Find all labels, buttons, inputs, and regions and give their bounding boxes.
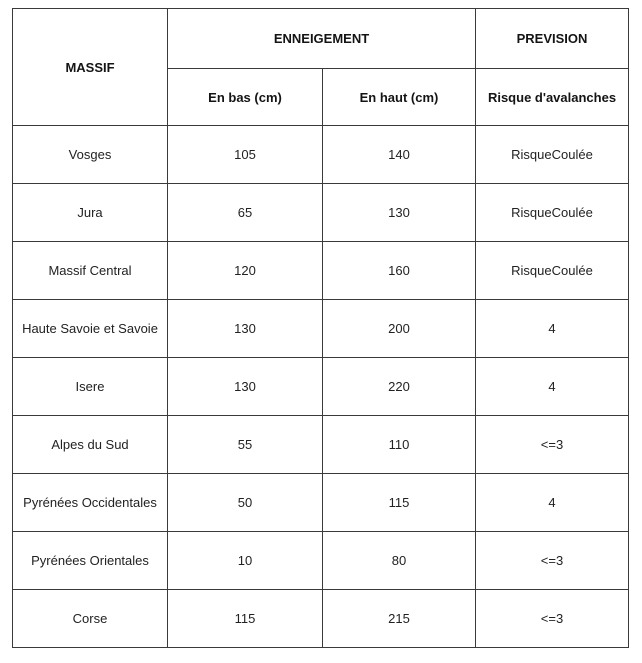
en-haut-cell: 215 (323, 590, 476, 648)
en-haut-cell: 130 (323, 184, 476, 242)
risque-cell: 4 (476, 358, 629, 416)
en-haut-cell: 140 (323, 126, 476, 184)
header-prevision-group: PREVISION (476, 9, 629, 69)
en-haut-cell: 80 (323, 532, 476, 590)
risque-cell: 4 (476, 474, 629, 532)
en-haut-cell: 220 (323, 358, 476, 416)
en-haut-cell: 200 (323, 300, 476, 358)
en-bas-cell: 105 (168, 126, 323, 184)
header-massif: MASSIF (13, 9, 168, 126)
massif-cell: Isere (13, 358, 168, 416)
avalanche-snow-table (12, 8, 629, 648)
en-haut-cell: 115 (323, 474, 476, 532)
table-row (13, 532, 629, 590)
risque-cell: RisqueCoulée (476, 126, 629, 184)
header-en-bas: En bas (cm) (168, 69, 323, 126)
massif-cell: Alpes du Sud (13, 416, 168, 474)
massif-cell: Vosges (13, 126, 168, 184)
table-body (13, 126, 629, 648)
risque-cell: <=3 (476, 416, 629, 474)
en-bas-cell: 115 (168, 590, 323, 648)
en-bas-cell: 130 (168, 300, 323, 358)
risque-cell: <=3 (476, 590, 629, 648)
header-en-haut: En haut (cm) (323, 69, 476, 126)
risque-cell: RisqueCoulée (476, 184, 629, 242)
header-enneigement-group: ENNEIGEMENT (168, 9, 476, 69)
en-bas-cell: 50 (168, 474, 323, 532)
en-bas-cell: 55 (168, 416, 323, 474)
risque-cell: 4 (476, 300, 629, 358)
en-bas-cell: 120 (168, 242, 323, 300)
table-row (13, 474, 629, 532)
massif-cell: Corse (13, 590, 168, 648)
en-bas-cell: 130 (168, 358, 323, 416)
header-risque-avalanches: Risque d'avalanches (476, 69, 629, 126)
en-bas-cell: 10 (168, 532, 323, 590)
table-row (13, 242, 629, 300)
massif-cell: Massif Central (13, 242, 168, 300)
table-row (13, 300, 629, 358)
massif-cell: Pyrénées Orientales (13, 532, 168, 590)
table-row (13, 126, 629, 184)
table-row (13, 416, 629, 474)
massif-cell: Haute Savoie et Savoie (13, 300, 168, 358)
en-bas-cell: 65 (168, 184, 323, 242)
table-header (13, 9, 629, 126)
table-row (13, 590, 629, 648)
risque-cell: RisqueCoulée (476, 242, 629, 300)
en-haut-cell: 160 (323, 242, 476, 300)
header-group-row (13, 9, 629, 69)
massif-cell: Jura (13, 184, 168, 242)
massif-cell: Pyrénées Occidentales (13, 474, 168, 532)
en-haut-cell: 110 (323, 416, 476, 474)
risque-cell: <=3 (476, 532, 629, 590)
table-row (13, 184, 629, 242)
table-row (13, 358, 629, 416)
